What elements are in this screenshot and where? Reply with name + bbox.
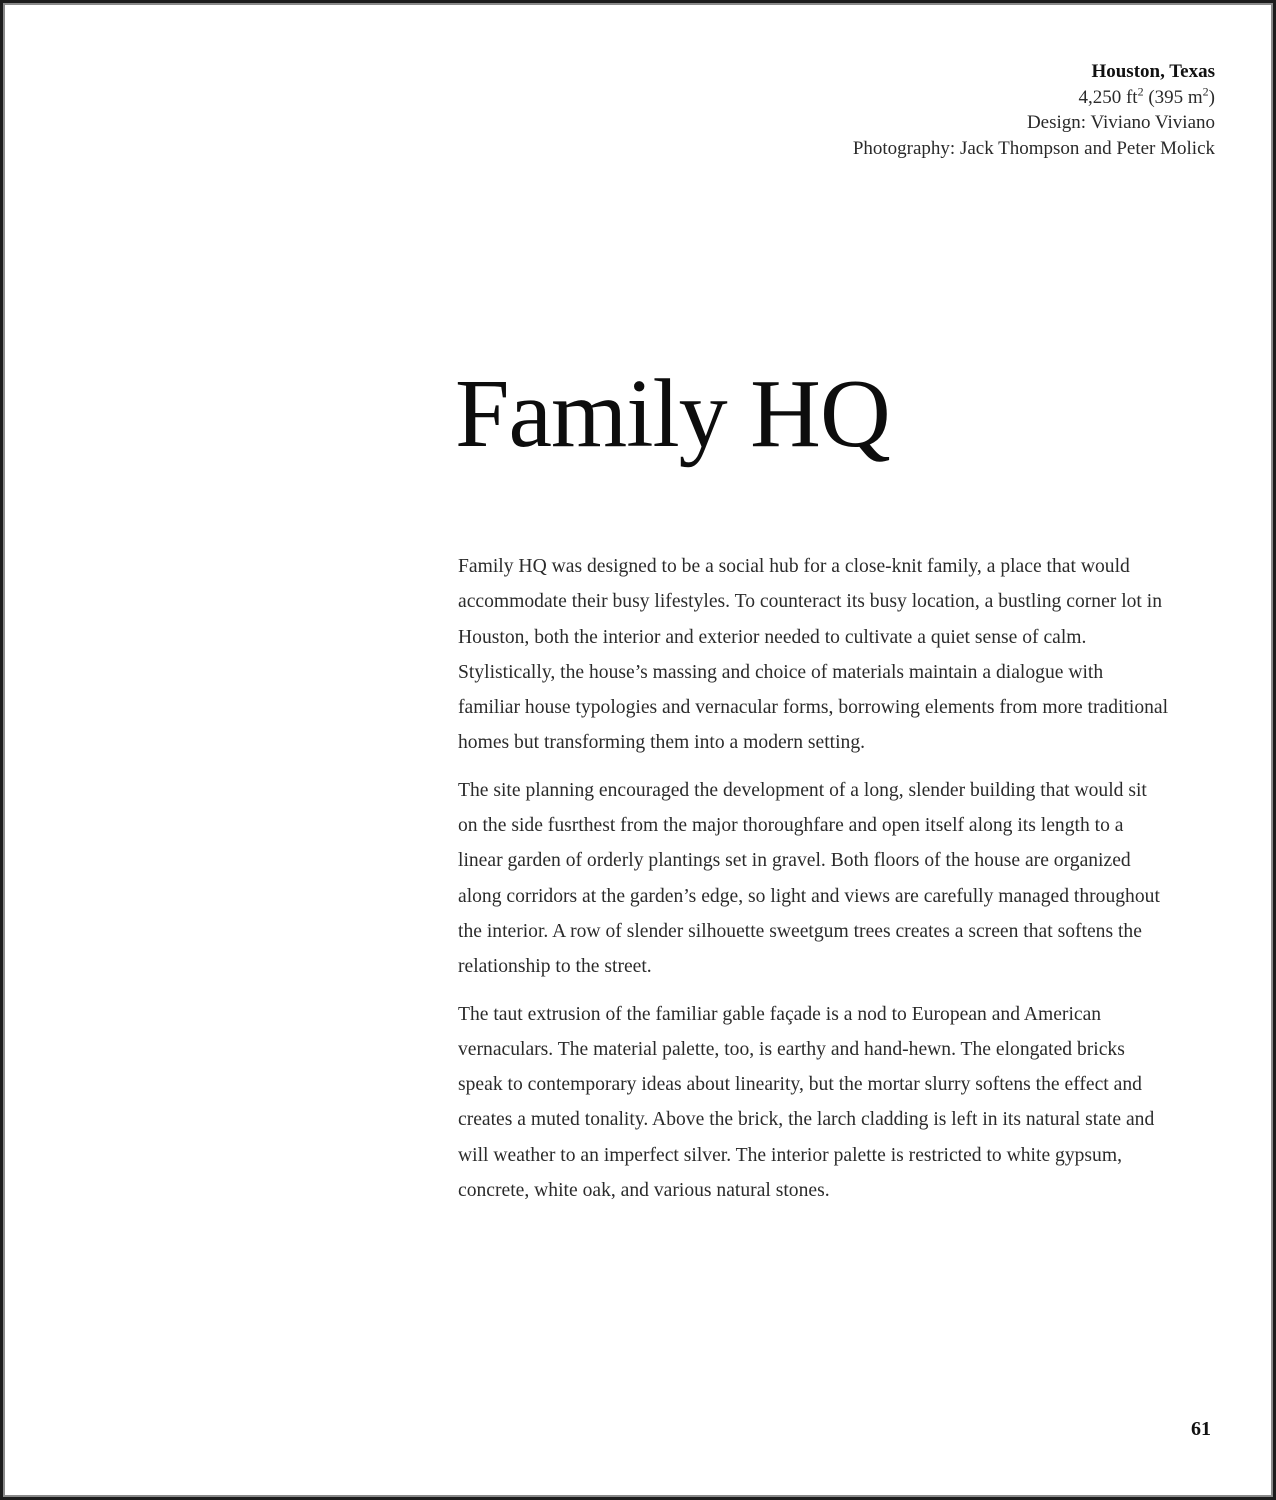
- page-title: Family HQ: [455, 360, 890, 468]
- area-imperial-exponent: 2: [1137, 84, 1144, 99]
- project-area: [853, 85, 1215, 111]
- area-metric-exponent: 2: [1202, 84, 1209, 99]
- area-metric: (395 m: [1143, 86, 1203, 108]
- area-imperial: 4,250 ft: [1078, 86, 1138, 108]
- project-meta: [853, 59, 1215, 161]
- project-design-credit: Design: Viviano Viviano: [1026, 112, 1215, 133]
- paragraph: The site planning encouraged the development of a long, slender building that would sit on the side fusrthest from the major thoroughfare and open itself along its length to a linear garden of orderly plantings set in gravel. Both floors of the house are organized along corridors at the garden’s edge, so light and views are carefully managed throughout the interior. A row of slender silhouette sweetgum trees creates a screen that softens the relationship to the street.: [458, 779, 1160, 978]
- project-photography-credit: Photography: Jack Thompson and Peter Molick: [852, 137, 1215, 159]
- page-number: 61: [1191, 1418, 1211, 1440]
- project-location: Houston, Texas: [1091, 61, 1215, 82]
- paragraph: Family HQ was designed to be a social hub for a close-knit family, a place that would accommodate their busy lifestyles. To counteract its busy location, a bustling corner lot in Houston, both the interior and exterior needed to cultivate a quiet sense of calm. Stylistically, the house’s massing and choice of materials maintain a dialogue with familiar house typologies and vernacular forms, borrowing elements from more traditional homes but transforming them into a modern setting.: [458, 556, 1169, 754]
- paragraph: The taut extrusion of the familiar gable façade is a nod to European and American vernaculars. The material palette, too, is earthy and hand-hewn. The elongated bricks speak to contemporary ideas about linearity, but the mortar slurry softens the effect and creates a muted tonality. Above the brick, the larch cladding is left in its natural state and will weather to an imperfect silver. The interior palette is restricted to white gypsum, concrete, white oak, and various natural stones.: [458, 1003, 1155, 1202]
- area-close-paren: ): [1208, 86, 1215, 108]
- body-text: [458, 549, 1170, 1220]
